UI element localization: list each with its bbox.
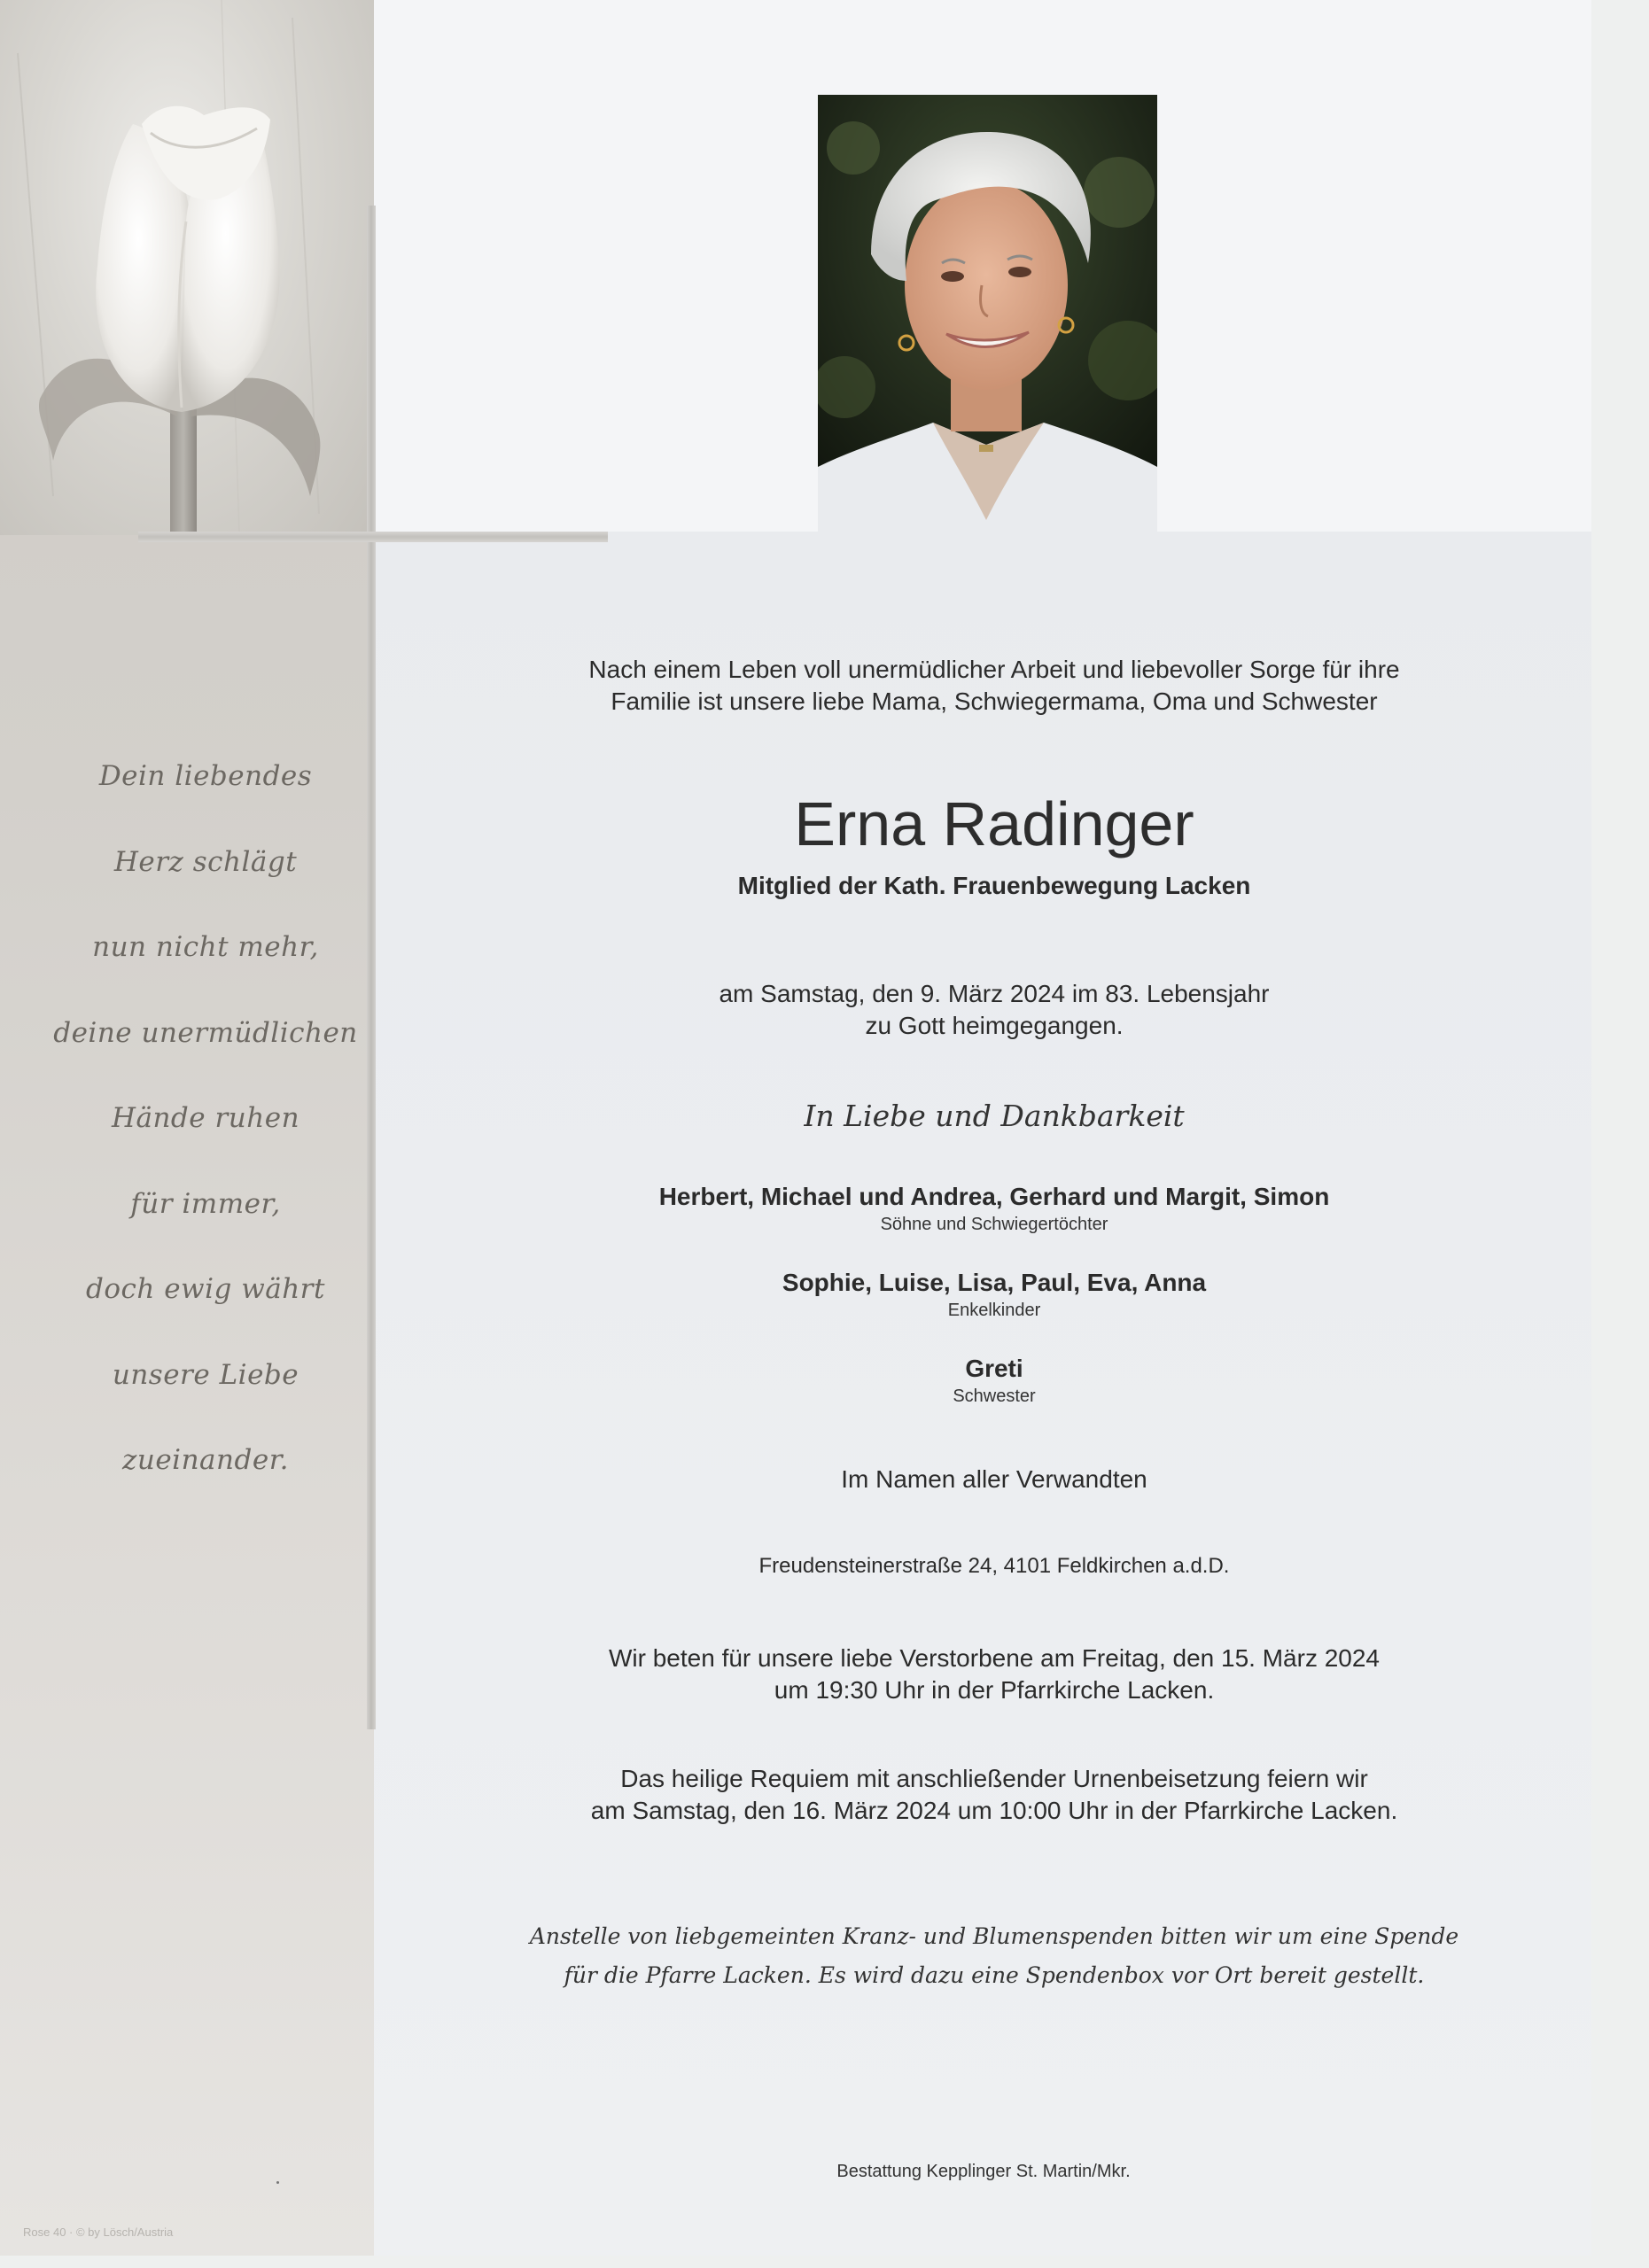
requiem-line: am Samstag, den 16. März 2024 um 10:00 Uhr in der Pfarrkirche Lacken.: [590, 1797, 1398, 1824]
address: Freudensteinerstraße 24, 4101 Feldkirchen a.d.D.: [758, 1554, 1230, 1578]
prayer-line: um 19:30 Uhr in der Pfarrkirche Lacken.: [774, 1676, 1215, 1704]
speck: [276, 2181, 279, 2184]
mourner-names: Greti: [965, 1355, 1023, 1382]
intro-line: Nach einem Leben voll unermüdlicher Arbeit und liebevoller Sorge für ihre: [588, 656, 1400, 683]
deceased-affiliation: Mitglied der Kath. Frauenbewegung Lacken: [737, 872, 1251, 899]
undertaker: Bestattung Kepplinger St. Martin/Mkr.: [836, 2162, 1131, 2181]
poem-line: für immer,: [130, 1187, 281, 1220]
portrait-woman-icon: [818, 95, 1157, 534]
cross-horizontal-bar: [138, 532, 608, 542]
mourner-group: [480, 1181, 1508, 1236]
prayer-notice: [480, 1643, 1508, 1706]
poem-line: unsere Liebe: [112, 1358, 299, 1391]
mourner-group: [480, 1353, 1508, 1408]
intro-line: Familie ist unsere liebe Mama, Schwiegermama, Oma und Schwester: [611, 687, 1378, 715]
prayer-line: Wir beten für unsere liebe Verstorbene am Freitag, den 15. März 2024: [608, 1644, 1381, 1672]
gratitude-heading: In Liebe und Dankbarkeit: [804, 1099, 1185, 1133]
portrait-photo: [818, 95, 1157, 534]
poem-line: zueinander.: [122, 1444, 289, 1476]
mourner-group: [480, 1267, 1508, 1322]
death-line: zu Gott heimgegangen.: [865, 1012, 1124, 1039]
poem-line: doch ewig währt: [86, 1273, 325, 1305]
intro: [480, 654, 1508, 718]
white-rose-icon: [0, 0, 374, 535]
mourner-relation: Söhne und Schwiegertöchter: [880, 1215, 1108, 1234]
donation-line: Anstelle von liebgemeinten Kranz- und Blumenspenden bitten wir um eine Spende: [529, 1923, 1459, 1949]
watermark-credit: Rose 40 · © by Lösch/Austria: [23, 2225, 174, 2239]
requiem-notice: [480, 1763, 1508, 1827]
poem-line: Hände ruhen: [111, 1102, 300, 1134]
requiem-line: Das heilige Requiem mit anschließender Urnenbeisetzung feiern wir: [620, 1765, 1368, 1792]
poem-line: deine unermüdlichen: [53, 1016, 358, 1049]
donation-line: für die Pfarre Lacken. Es wird dazu eine Spendenbox vor Ort bereit gestellt.: [564, 1962, 1425, 1988]
mourner-names: Sophie, Luise, Lisa, Paul, Eva, Anna: [782, 1269, 1207, 1296]
mourner-names: Herbert, Michael und Andrea, Gerhard und Margit, Simon: [658, 1183, 1330, 1210]
relatives-line: Im Namen aller Verwandten: [841, 1465, 1147, 1493]
mourner-relation: Schwester: [953, 1386, 1036, 1406]
death-line: am Samstag, den 9. März 2024 im 83. Lebensjahr: [719, 980, 1270, 1007]
poem-line: Herz schlägt: [113, 845, 298, 878]
deceased-name: Erna Radinger: [794, 789, 1194, 858]
poem-line: Dein liebendes: [98, 760, 313, 792]
donation-notice: [480, 1917, 1508, 1995]
poem: [0, 749, 411, 1518]
poem-line: nun nicht mehr,: [92, 931, 319, 963]
death-notice: [480, 978, 1508, 1042]
mourner-relation: Enkelkinder: [947, 1301, 1041, 1320]
rose-image: [0, 0, 374, 535]
